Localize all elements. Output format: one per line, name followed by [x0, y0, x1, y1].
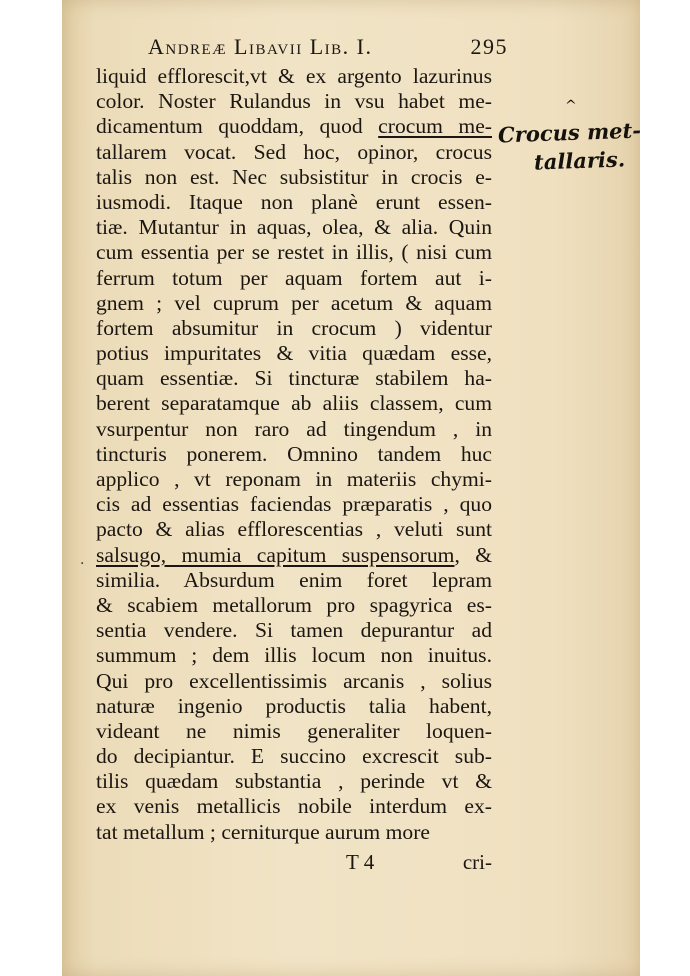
- text-span: tallarem vocat. Sed hoc, opinor, crocus: [96, 139, 492, 164]
- text-line: [96, 543, 492, 568]
- text-line: [96, 769, 492, 794]
- text-span: similia. Absurdum enim foret lepram: [96, 567, 492, 592]
- text-line: [96, 643, 492, 668]
- text-line: [96, 492, 492, 517]
- text-span: cum essentia per se restet in illis, ( nisi cum: [96, 240, 492, 265]
- text-line: [96, 820, 492, 845]
- text-line: [96, 114, 492, 139]
- text-line: [96, 89, 492, 114]
- margin-note-line-2: tallaris.: [533, 146, 626, 175]
- text-span: color. Noster Rulandus in vsu habet me-: [96, 89, 492, 114]
- text-span: tincturis ponerem. Omnino tandem huc: [96, 441, 492, 466]
- text-line: [96, 568, 492, 593]
- text-span: gnem ; vel cuprum per acetum & aquam: [96, 290, 492, 315]
- text-span: sentia vendere. Si tamen depurantur ad: [96, 618, 492, 643]
- text-span: do decipiantur. E succino excrescit sub-: [96, 744, 492, 769]
- text-line: [96, 618, 492, 643]
- text-span: berent separatamque ab aliis classem, cum: [96, 391, 492, 416]
- text-line: [96, 341, 492, 366]
- running-title: Andreæ Libavii Lib. I.: [148, 34, 373, 59]
- handwritten-margin-note: [494, 106, 644, 176]
- text-span: potius impuritates & vitia quædam esse,: [96, 341, 492, 366]
- text-span: summum ; dem illis locum non inuitus.: [96, 643, 492, 668]
- text-line: [96, 316, 492, 341]
- page-number: 295: [470, 34, 508, 59]
- text-line: [96, 719, 492, 744]
- text-line: [96, 669, 492, 694]
- signature-mark: T 4: [346, 850, 375, 874]
- text-line: [96, 64, 492, 89]
- text-span: quam essentiæ. Si tincturæ stabilem ha-: [96, 366, 492, 391]
- text-span: vsurpentur non raro ad tingendum , in: [96, 416, 492, 441]
- text-line: [96, 215, 492, 240]
- text-span: naturæ ingenio productis talia habent,: [96, 693, 492, 718]
- text-line: [96, 366, 492, 391]
- text-span: , &: [454, 542, 492, 567]
- text-line: [96, 240, 492, 265]
- insertion-caret: ^: [565, 98, 577, 114]
- page-footer: [96, 850, 492, 876]
- text-span: tiæ. Mutantur in aquas, olea, & alia. Quin: [96, 215, 492, 240]
- text-line: [96, 517, 492, 542]
- text-line: [96, 442, 492, 467]
- text-line: [96, 140, 492, 165]
- text-span: videant ne nimis generaliter loquen-: [96, 718, 492, 743]
- text-span: applico , vt reponam in materiis chymi-: [96, 467, 492, 491]
- text-span: ferrum totum per aquam fortem aut i-: [96, 265, 492, 290]
- text-span: talis non est. Nec subsistitur in crocis e-: [96, 164, 492, 189]
- text-span: iusmodi. Itaque non planè erunt essen-: [96, 189, 492, 214]
- text-span: dicamentum quoddam, quod: [96, 114, 379, 139]
- margin-tick: ·: [80, 556, 85, 572]
- text-line: [96, 593, 492, 618]
- main-text-block: [96, 64, 492, 845]
- text-span: pacto & alias efflorescentias , veluti sunt: [96, 517, 492, 542]
- text-line: [96, 266, 492, 291]
- text-span: cis ad essentias faciendas præparatis , quo: [96, 492, 492, 517]
- underlined-text: salsugo, mumia capitum suspensorum: [96, 542, 455, 567]
- text-span: tat metallum ; cerniturque aurum more: [96, 819, 430, 844]
- text-span: fortem absumitur in crocum ) videntur: [96, 315, 492, 340]
- underlined-text: crocum me-: [378, 114, 492, 139]
- margin-note-line-1: Crocus met-: [497, 117, 642, 148]
- catchword: cri-: [462, 850, 492, 874]
- running-header: [148, 34, 508, 60]
- text-line: [96, 165, 492, 190]
- text-line: [96, 391, 492, 416]
- text-line: [96, 744, 492, 769]
- text-line: [96, 794, 492, 819]
- text-line: [96, 291, 492, 316]
- text-span: ex venis metallicis nobile interdum ex-: [96, 794, 492, 819]
- text-span: liquid efflorescit,vt & ex argento lazurinus: [96, 64, 492, 88]
- text-line: [96, 467, 492, 492]
- text-span: & scabiem metallorum pro spagyrica es-: [96, 592, 492, 617]
- text-span: tilis quædam substantia , perinde vt &: [96, 769, 492, 794]
- text-line: [96, 694, 492, 719]
- text-line: [96, 190, 492, 215]
- text-span: Qui pro excellentissimis arcanis , solius: [96, 668, 492, 693]
- text-line: [96, 417, 492, 442]
